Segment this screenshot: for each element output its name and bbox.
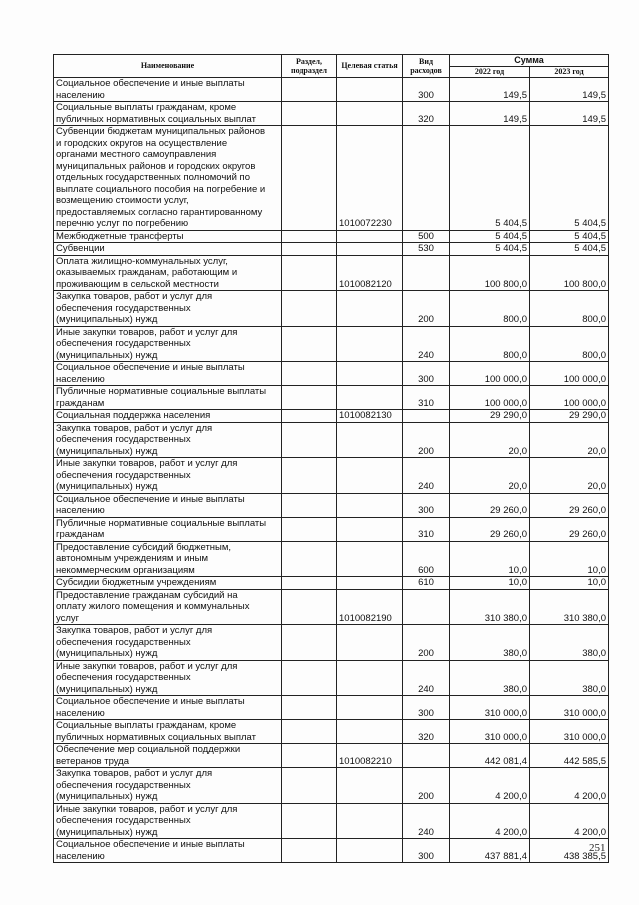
- table-row: [54, 102, 609, 126]
- row-amount-2023: 10,0: [530, 577, 609, 590]
- row-expense-type: 240: [403, 803, 450, 839]
- row-amount-2022: 5 404,5: [450, 243, 530, 256]
- row-name: Субвенции бюджетам муниципальных районов и городских округов на осуществление органами местного самоуправления муниципальных районов и городских округов отдельных государственных полномочий по выплате социального пособия на погребение и возмещению стоимости услуг, предоставляемых согласно гарантированному перечню услуг по погребению: [54, 126, 282, 231]
- row-target-code: 1010082120: [337, 255, 403, 291]
- row-target-code: [337, 660, 403, 696]
- row-expense-type: 320: [403, 720, 450, 744]
- header-year-2022: 2022 год: [450, 67, 530, 78]
- row-target-code: [337, 696, 403, 720]
- row-expense-type: 200: [403, 422, 450, 458]
- row-target-code: [337, 541, 403, 577]
- row-section: [282, 291, 337, 327]
- table-row: [54, 458, 609, 494]
- row-name: Оплата жилищно-коммунальных услуг, оказываемых гражданам, работающим и проживающим в сельской местности: [54, 255, 282, 291]
- row-name: Иные закупки товаров, работ и услуг для обеспечения государственных (муниципальных) нужд: [54, 458, 282, 494]
- row-amount-2023: 149,5: [530, 102, 609, 126]
- row-amount-2022: 20,0: [450, 458, 530, 494]
- row-target-code: [337, 517, 403, 541]
- row-expense-type: [403, 126, 450, 231]
- row-amount-2023: 149,5: [530, 78, 609, 102]
- row-section: [282, 541, 337, 577]
- row-name: Предоставление субсидий бюджетным, автономным учреждениям и иным некоммерческим организациям: [54, 541, 282, 577]
- row-amount-2023: 29 290,0: [530, 410, 609, 423]
- table-row: [54, 362, 609, 386]
- row-amount-2022: 20,0: [450, 422, 530, 458]
- row-amount-2023: 5 404,5: [530, 243, 609, 256]
- row-amount-2022: 100 000,0: [450, 362, 530, 386]
- table-row: [54, 577, 609, 590]
- row-amount-2022: 149,5: [450, 78, 530, 102]
- table-row: [54, 78, 609, 102]
- row-expense-type: 310: [403, 386, 450, 410]
- row-name: Субсидии бюджетным учреждениям: [54, 577, 282, 590]
- row-amount-2023: 438 385,5: [530, 839, 609, 863]
- row-expense-type: 240: [403, 660, 450, 696]
- table-row: [54, 744, 609, 768]
- row-amount-2022: 29 260,0: [450, 493, 530, 517]
- row-section: [282, 422, 337, 458]
- row-expense-type: 200: [403, 768, 450, 804]
- row-section: [282, 78, 337, 102]
- row-amount-2023: 5 404,5: [530, 126, 609, 231]
- row-amount-2022: 442 081,4: [450, 744, 530, 768]
- row-target-code: 1010082210: [337, 744, 403, 768]
- budget-table: [53, 54, 609, 863]
- row-target-code: [337, 768, 403, 804]
- row-amount-2023: 4 200,0: [530, 768, 609, 804]
- row-name: Социальное обеспечение и иные выплаты населению: [54, 78, 282, 102]
- table-row: [54, 386, 609, 410]
- row-amount-2023: 100 000,0: [530, 386, 609, 410]
- row-target-code: 1010082190: [337, 589, 403, 625]
- row-section: [282, 625, 337, 661]
- row-name: Иные закупки товаров, работ и услуг для обеспечения государственных (муниципальных) нужд: [54, 660, 282, 696]
- table-row: [54, 768, 609, 804]
- header-sum: Сумма: [450, 55, 609, 67]
- row-target-code: [337, 78, 403, 102]
- row-expense-type: [403, 589, 450, 625]
- row-name: Закупка товаров, работ и услуг для обеспечения государственных (муниципальных) нужд: [54, 768, 282, 804]
- row-amount-2023: 310 000,0: [530, 720, 609, 744]
- row-expense-type: 300: [403, 362, 450, 386]
- row-amount-2022: 100 000,0: [450, 386, 530, 410]
- row-amount-2023: 5 404,5: [530, 230, 609, 243]
- row-target-code: [337, 625, 403, 661]
- table-row: [54, 625, 609, 661]
- row-name: Межбюджетные трансферты: [54, 230, 282, 243]
- row-section: [282, 230, 337, 243]
- row-target-code: [337, 839, 403, 863]
- row-section: [282, 589, 337, 625]
- row-name: Обеспечение мер социальной поддержки ветеранов труда: [54, 744, 282, 768]
- header-name: Наименование: [54, 55, 282, 78]
- row-amount-2023: 310 380,0: [530, 589, 609, 625]
- row-expense-type: 240: [403, 458, 450, 494]
- row-amount-2022: 4 200,0: [450, 768, 530, 804]
- table-row: [54, 660, 609, 696]
- row-amount-2022: 800,0: [450, 291, 530, 327]
- row-amount-2023: 442 585,5: [530, 744, 609, 768]
- row-target-code: [337, 458, 403, 494]
- row-section: [282, 803, 337, 839]
- row-name: Социальные выплаты гражданам, кроме публичных нормативных социальных выплат: [54, 102, 282, 126]
- row-section: [282, 517, 337, 541]
- row-section: [282, 243, 337, 256]
- row-expense-type: [403, 744, 450, 768]
- row-section: [282, 720, 337, 744]
- row-name: Иные закупки товаров, работ и услуг для обеспечения государственных (муниципальных) нужд: [54, 803, 282, 839]
- row-target-code: [337, 386, 403, 410]
- row-expense-type: 200: [403, 625, 450, 661]
- table-row: [54, 803, 609, 839]
- row-amount-2022: 310 000,0: [450, 720, 530, 744]
- row-amount-2022: 4 200,0: [450, 803, 530, 839]
- header-type: Вид расходов: [403, 55, 450, 78]
- row-name: Социальное обеспечение и иные выплаты населению: [54, 696, 282, 720]
- row-amount-2022: 380,0: [450, 625, 530, 661]
- row-amount-2023: 380,0: [530, 660, 609, 696]
- row-target-code: [337, 291, 403, 327]
- row-amount-2022: 5 404,5: [450, 230, 530, 243]
- row-section: [282, 362, 337, 386]
- row-amount-2022: 10,0: [450, 541, 530, 577]
- row-expense-type: 500: [403, 230, 450, 243]
- row-target-code: [337, 720, 403, 744]
- row-section: [282, 458, 337, 494]
- row-expense-type: 610: [403, 577, 450, 590]
- row-target-code: [337, 493, 403, 517]
- page-number: 251: [589, 842, 606, 854]
- row-section: [282, 839, 337, 863]
- row-amount-2022: 5 404,5: [450, 126, 530, 231]
- table-row: [54, 326, 609, 362]
- row-target-code: [337, 230, 403, 243]
- row-section: [282, 410, 337, 423]
- table-row: [54, 541, 609, 577]
- row-expense-type: 200: [403, 291, 450, 327]
- row-amount-2023: 100 000,0: [530, 362, 609, 386]
- row-expense-type: 310: [403, 517, 450, 541]
- row-target-code: [337, 326, 403, 362]
- row-name: Иные закупки товаров, работ и услуг для обеспечения государственных (муниципальных) нужд: [54, 326, 282, 362]
- row-amount-2022: 437 881,4: [450, 839, 530, 863]
- row-section: [282, 696, 337, 720]
- row-expense-type: 240: [403, 326, 450, 362]
- table-row: [54, 230, 609, 243]
- row-name: Социальное обеспечение и иные выплаты населению: [54, 493, 282, 517]
- row-section: [282, 768, 337, 804]
- row-expense-type: 300: [403, 696, 450, 720]
- row-amount-2023: 29 260,0: [530, 493, 609, 517]
- row-amount-2022: 100 800,0: [450, 255, 530, 291]
- row-amount-2022: 149,5: [450, 102, 530, 126]
- table-row: [54, 255, 609, 291]
- row-target-code: 1010082130: [337, 410, 403, 423]
- row-name: Социальное обеспечение и иные выплаты населению: [54, 362, 282, 386]
- row-target-code: [337, 422, 403, 458]
- row-expense-type: 320: [403, 102, 450, 126]
- row-name: Социальные выплаты гражданам, кроме публичных нормативных социальных выплат: [54, 720, 282, 744]
- row-name: Предоставление гражданам субсидий на оплату жилого помещения и коммунальных услуг: [54, 589, 282, 625]
- row-name: Закупка товаров, работ и услуг для обеспечения государственных (муниципальных) нужд: [54, 291, 282, 327]
- table-body: [54, 78, 609, 863]
- row-expense-type: 600: [403, 541, 450, 577]
- row-expense-type: 300: [403, 78, 450, 102]
- row-amount-2022: 380,0: [450, 660, 530, 696]
- table-row: [54, 517, 609, 541]
- row-amount-2023: 800,0: [530, 326, 609, 362]
- row-name: Субвенции: [54, 243, 282, 256]
- row-section: [282, 660, 337, 696]
- row-amount-2022: 800,0: [450, 326, 530, 362]
- row-target-code: [337, 362, 403, 386]
- row-section: [282, 493, 337, 517]
- table-row: [54, 126, 609, 231]
- row-expense-type: 300: [403, 839, 450, 863]
- table-row: [54, 291, 609, 327]
- row-amount-2023: 29 260,0: [530, 517, 609, 541]
- row-name: Закупка товаров, работ и услуг для обеспечения государственных (муниципальных) нужд: [54, 625, 282, 661]
- row-amount-2023: 20,0: [530, 458, 609, 494]
- row-section: [282, 577, 337, 590]
- row-amount-2023: 4 200,0: [530, 803, 609, 839]
- row-section: [282, 126, 337, 231]
- row-expense-type: 300: [403, 493, 450, 517]
- row-expense-type: 530: [403, 243, 450, 256]
- row-target-code: [337, 577, 403, 590]
- table-row: [54, 696, 609, 720]
- row-amount-2023: 380,0: [530, 625, 609, 661]
- row-target-code: 1010072230: [337, 126, 403, 231]
- row-name: Социальное обеспечение и иные выплаты населению: [54, 839, 282, 863]
- row-target-code: [337, 102, 403, 126]
- row-amount-2023: 100 800,0: [530, 255, 609, 291]
- table-row: [54, 493, 609, 517]
- table-row: [54, 720, 609, 744]
- row-section: [282, 326, 337, 362]
- row-expense-type: [403, 410, 450, 423]
- row-amount-2022: 29 260,0: [450, 517, 530, 541]
- row-name: Социальная поддержка населения: [54, 410, 282, 423]
- header-section: Раздел, подраздел: [282, 55, 337, 78]
- header-target: Целевая статья: [337, 55, 403, 78]
- row-section: [282, 255, 337, 291]
- row-section: [282, 102, 337, 126]
- table-row: [54, 839, 609, 863]
- row-name: Закупка товаров, работ и услуг для обеспечения государственных (муниципальных) нужд: [54, 422, 282, 458]
- row-expense-type: [403, 255, 450, 291]
- row-section: [282, 386, 337, 410]
- row-amount-2022: 29 290,0: [450, 410, 530, 423]
- row-name: Публичные нормативные социальные выплаты гражданам: [54, 517, 282, 541]
- table-row: [54, 589, 609, 625]
- table-header: [54, 55, 609, 78]
- row-amount-2022: 310 380,0: [450, 589, 530, 625]
- row-target-code: [337, 803, 403, 839]
- table-row: [54, 410, 609, 423]
- table-row: [54, 243, 609, 256]
- row-amount-2022: 310 000,0: [450, 696, 530, 720]
- row-section: [282, 744, 337, 768]
- row-amount-2023: 800,0: [530, 291, 609, 327]
- header-year-2023: 2023 год: [530, 67, 609, 78]
- row-name: Публичные нормативные социальные выплаты гражданам: [54, 386, 282, 410]
- row-target-code: [337, 243, 403, 256]
- row-amount-2023: 20,0: [530, 422, 609, 458]
- table-row: [54, 422, 609, 458]
- row-amount-2023: 10,0: [530, 541, 609, 577]
- row-amount-2022: 10,0: [450, 577, 530, 590]
- row-amount-2023: 310 000,0: [530, 696, 609, 720]
